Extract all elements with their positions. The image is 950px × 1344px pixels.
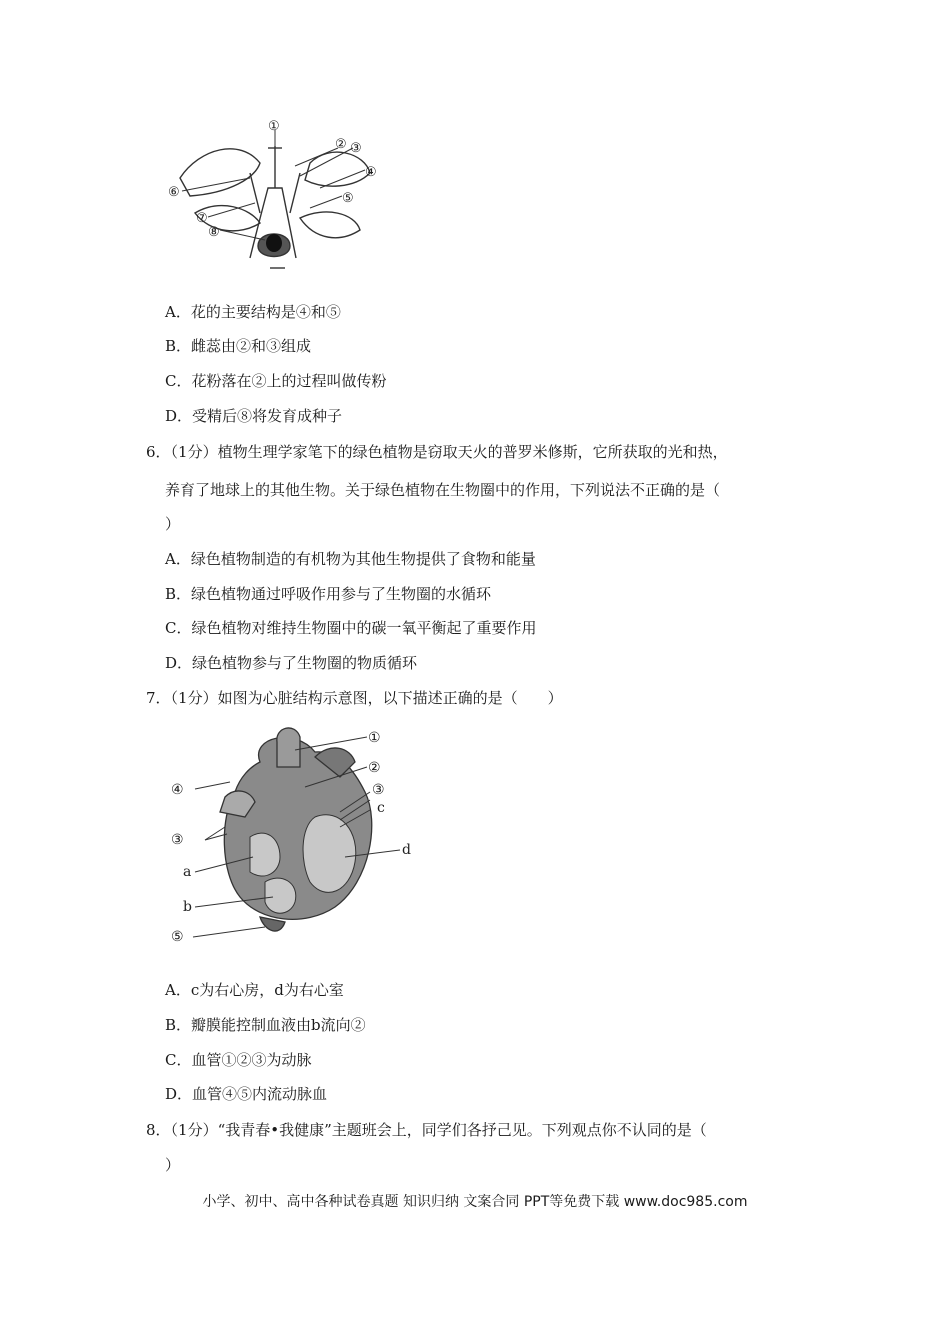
q5-option-d: D．受精后⑧将发育成种子 [165, 407, 343, 425]
q5-option-a: A．花的主要结构是④和⑤ [165, 303, 341, 321]
flower-label-4: ④ [365, 165, 377, 180]
q6-option-d: D．绿色植物参与了生物圈的物质循环 [165, 654, 418, 672]
q6-option-a: A．绿色植物制造的有机物为其他生物提供了食物和能量 [165, 550, 536, 568]
q6-option-b: B．绿色植物通过呼吸作用参与了生物圈的水循环 [165, 585, 492, 603]
heart-label-3-left: ③ [171, 832, 184, 848]
q6-stem-line1: 6．（1分）植物生理学家笔下的绿色植物是窃取天火的普罗米修斯，它所获取的光和热， [146, 443, 728, 461]
q5-option-b: B．雌蕊由②和③组成 [165, 337, 312, 355]
flower-label-1: ① [268, 119, 280, 134]
heart-label-4: ④ [171, 782, 184, 798]
q7-stem-line1: 7．（1分）如图为心脏结构示意图，以下描述正确的是（ ） [146, 689, 563, 707]
flower-label-7: ⑦ [196, 211, 208, 226]
q6-stem-line2: 养育了地球上的其他生物。关于绿色植物在生物圈中的作用，下列说法不正确的是（ [165, 481, 721, 499]
heart-label-a: a [183, 864, 192, 880]
q8-stem-line2: ） [165, 1156, 181, 1174]
heart-label-3-right: ③ [372, 782, 385, 798]
q6-option-c: C．绿色植物对维持生物圈中的碳一氧平衡起了重要作用 [165, 619, 537, 637]
heart-label-d: d [402, 842, 411, 858]
flower-label-8: ⑧ [208, 225, 220, 240]
heart-structure-diagram [165, 722, 430, 947]
heart-label-1: ① [368, 730, 381, 746]
flower-label-3: ③ [350, 141, 362, 156]
q5-option-c: C．花粉落在②上的过程叫做传粉 [165, 372, 387, 390]
q7-option-b: B．瓣膜能控制血液由b流向② [165, 1016, 366, 1034]
flower-label-2: ② [335, 137, 347, 152]
page-footer: 小学、初中、高中各种试卷真题 知识归纳 文案合同 PPT等免费下载 www.doc985.com [202, 1194, 748, 1210]
q6-stem-line3: ） [165, 515, 181, 533]
q7-option-a: A．c为右心房，d为右心室 [165, 981, 344, 999]
flower-structure-diagram [160, 118, 390, 270]
flower-label-5: ⑤ [342, 191, 354, 206]
flower-label-6: ⑥ [168, 185, 180, 200]
q7-option-c: C．血管①②③为动脉 [165, 1051, 312, 1069]
heart-label-2: ② [368, 760, 381, 776]
q7-option-d: D．血管④⑤内流动脉血 [165, 1085, 328, 1103]
q8-stem-line1: 8．（1分）“我青春•我健康”主题班会上，同学们各抒己见。下列观点你不认同的是（ [146, 1121, 707, 1139]
heart-label-5: ⑤ [171, 929, 184, 945]
heart-label-b: b [183, 899, 192, 915]
heart-label-c: c [377, 800, 385, 816]
